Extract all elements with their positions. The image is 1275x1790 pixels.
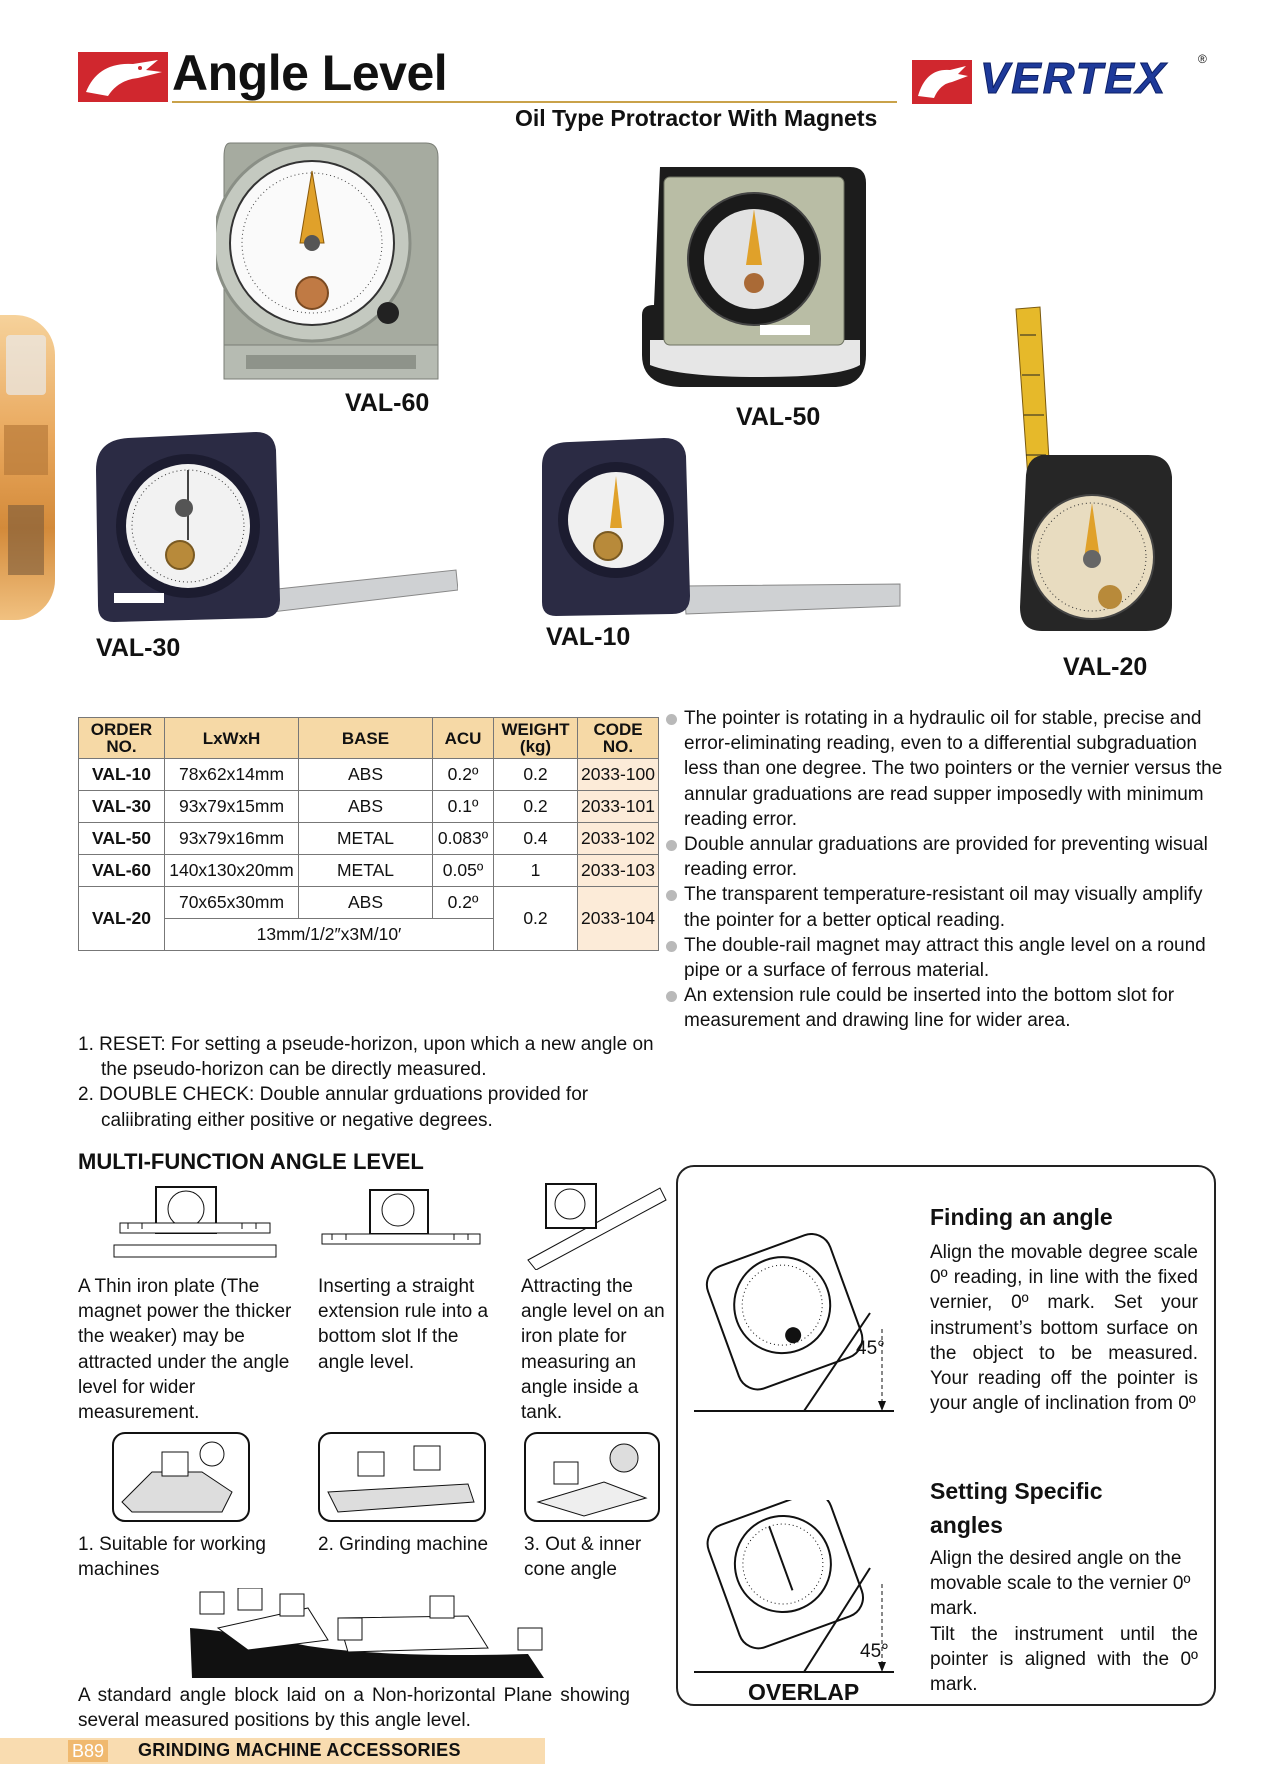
angle-block-diagram	[188, 1588, 548, 1680]
header-size: LxWxH	[165, 718, 299, 759]
model-label-val50: VAL-50	[736, 403, 821, 431]
iron-plate-diagram	[520, 1180, 670, 1270]
page-title: Angle Level	[172, 45, 448, 101]
cell-weight: 0.2	[494, 791, 578, 823]
cell-weight: 1	[494, 855, 578, 887]
setting-angles-text-2: Tilt the instrument until the pointer is aligned with the 0º mark.	[930, 1624, 1198, 1696]
setting-angles-text-1: Align the desired angle on the movable scale to the vernier 0º mark.	[930, 1548, 1191, 1620]
table-row	[79, 791, 659, 823]
cell-tape-size: 13mm/1/2″x3M/10′	[165, 919, 494, 951]
use-cone-angle: 3. Out & inner cone angle	[524, 1534, 642, 1581]
header-code: CODE NO.	[578, 718, 659, 759]
straight-rule-diagram	[318, 1186, 488, 1256]
val30-photo	[88, 430, 458, 635]
brand-name: VERTEX	[980, 54, 1168, 103]
cell-acu: 0.1º	[433, 791, 494, 823]
bullet-item: The pointer is rotating in a hydraulic oil for stable, precise and error-eliminating reading, even to a differential subgraduation less than one degree. The two pointers or the vernier versus the annular graduations are read supper imposedly with minimum reading error.	[666, 706, 1226, 832]
bullet-item: Double annular graduations are provided for preventing wisual reading error.	[666, 832, 1226, 882]
cell-code: 2033-104	[578, 887, 659, 951]
working-machine-diagram	[112, 1432, 250, 1522]
table-header-row	[79, 718, 659, 759]
angle-label-top: 45°	[856, 1338, 885, 1359]
cell-code: 2033-103	[578, 855, 659, 887]
note-item: 2. DOUBLE CHECK: Double annular grduations provided for caliibrating either positive or negative degrees.	[78, 1084, 589, 1131]
cell-base: METAL	[299, 855, 433, 887]
use-grinding-machine: 2. Grinding machine	[318, 1534, 489, 1555]
cell-weight: 0.2	[494, 887, 578, 951]
overlap-label: OVERLAP	[748, 1679, 860, 1705]
finding-angle-diagram	[694, 1233, 904, 1423]
notes-list	[78, 1032, 658, 1133]
cell-code: 2033-100	[578, 759, 659, 791]
cell-code: 2033-101	[578, 791, 659, 823]
setting-angles-title: Setting Specific angles	[930, 1478, 1103, 1538]
page-number: B89	[68, 1740, 108, 1762]
table-row	[79, 855, 659, 887]
cell-order: VAL-30	[79, 791, 165, 823]
val50-photo	[640, 165, 870, 390]
cell-order: VAL-50	[79, 823, 165, 855]
model-label-val20: VAL-20	[1063, 653, 1148, 681]
brand-bird-logo	[78, 52, 168, 102]
cell-weight: 0.4	[494, 823, 578, 855]
feature-bullets	[666, 706, 1226, 1034]
angle-label-bottom: 45°	[860, 1641, 889, 1662]
caption-iron-plate: Attracting the angle level on an iron plate for measuring an angle inside a tank.	[521, 1276, 665, 1424]
cell-size: 93x79x15mm	[165, 791, 299, 823]
caption-thin-plate: A Thin iron plate (The magnet power the thicker the weaker) may be attracted under the angle level for wider measurement.	[78, 1276, 292, 1424]
cell-acu: 0.05º	[433, 855, 494, 887]
header-order: ORDER NO.	[79, 718, 165, 759]
thin-plate-diagram	[112, 1183, 282, 1263]
cell-size: 78x62x14mm	[165, 759, 299, 791]
val60-photo	[216, 133, 444, 383]
header-weight: WEIGHT (kg)	[494, 718, 578, 759]
finding-angle-title: Finding an angle	[930, 1204, 1113, 1230]
table-row	[79, 823, 659, 855]
footer-section-title: GRINDING MACHINE ACCESSORIES	[138, 1740, 461, 1760]
cell-size: 93x79x16mm	[165, 823, 299, 855]
header-base: BASE	[299, 718, 433, 759]
cone-angle-diagram	[524, 1432, 660, 1522]
sidebar-decorative-strip	[0, 315, 55, 620]
registered-mark: ®	[1198, 52, 1207, 66]
use-working-machines: 1. Suitable for working machines	[78, 1534, 266, 1581]
cell-order: VAL-60	[79, 855, 165, 887]
spec-table	[78, 717, 659, 951]
cell-acu: 0.2º	[433, 887, 494, 919]
vertex-bird-icon	[912, 60, 972, 104]
finding-angle-text: Align the movable degree scale 0º reading, in line with the fixed vernier, 0º mark. Set your instrument’s bottom surface on the object to be measured. Your reading off the pointer is your angle of inclination from 0º	[930, 1242, 1198, 1415]
cell-base: METAL	[299, 823, 433, 855]
cell-order: VAL-10	[79, 759, 165, 791]
bullet-item: The transparent temperature-resistant oil may visually amplify the pointer for a better optical reading.	[666, 882, 1226, 932]
cell-order: VAL-20	[79, 887, 165, 951]
page-subtitle: Oil Type Protractor With Magnets	[515, 105, 878, 131]
model-label-val30: VAL-30	[96, 634, 181, 662]
cell-size: 140x130x20mm	[165, 855, 299, 887]
bullet-item: An extension rule could be inserted into the bottom slot for measurement and drawing line for wider area.	[666, 983, 1226, 1033]
caption-straight-rule: Inserting a straight extension rule into a bottom slot If the angle level.	[318, 1276, 489, 1373]
cell-base: ABS	[299, 887, 433, 919]
table-row	[79, 759, 659, 791]
model-label-val10: VAL-10	[546, 623, 631, 651]
bullet-item: The double-rail magnet may attract this angle level on a round pipe or a surface of ferrous material.	[666, 933, 1226, 983]
vertex-logo	[912, 52, 1214, 106]
header-acu: ACU	[433, 718, 494, 759]
cell-base: ABS	[299, 759, 433, 791]
cell-acu: 0.2º	[433, 759, 494, 791]
multi-function-heading: MULTI-FUNCTION ANGLE LEVEL	[78, 1149, 424, 1174]
val20-photo	[1006, 305, 1178, 637]
cell-code: 2033-102	[578, 823, 659, 855]
cell-acu: 0.083º	[433, 823, 494, 855]
cell-weight: 0.2	[494, 759, 578, 791]
angle-block-caption: A standard angle block laid on a Non-horizontal Plane showing several measured positions by this angle level.	[78, 1685, 630, 1732]
model-label-val60: VAL-60	[345, 389, 430, 417]
title-divider	[172, 101, 897, 103]
cell-size: 70x65x30mm	[165, 887, 299, 919]
table-row	[79, 887, 659, 919]
grinding-machine-diagram	[318, 1432, 486, 1522]
val10-photo	[534, 436, 904, 641]
cell-base: ABS	[299, 791, 433, 823]
note-item: 1. RESET: For setting a pseude-horizon, upon which a new angle on the pseudo-horizon can be directly measured.	[78, 1034, 654, 1081]
